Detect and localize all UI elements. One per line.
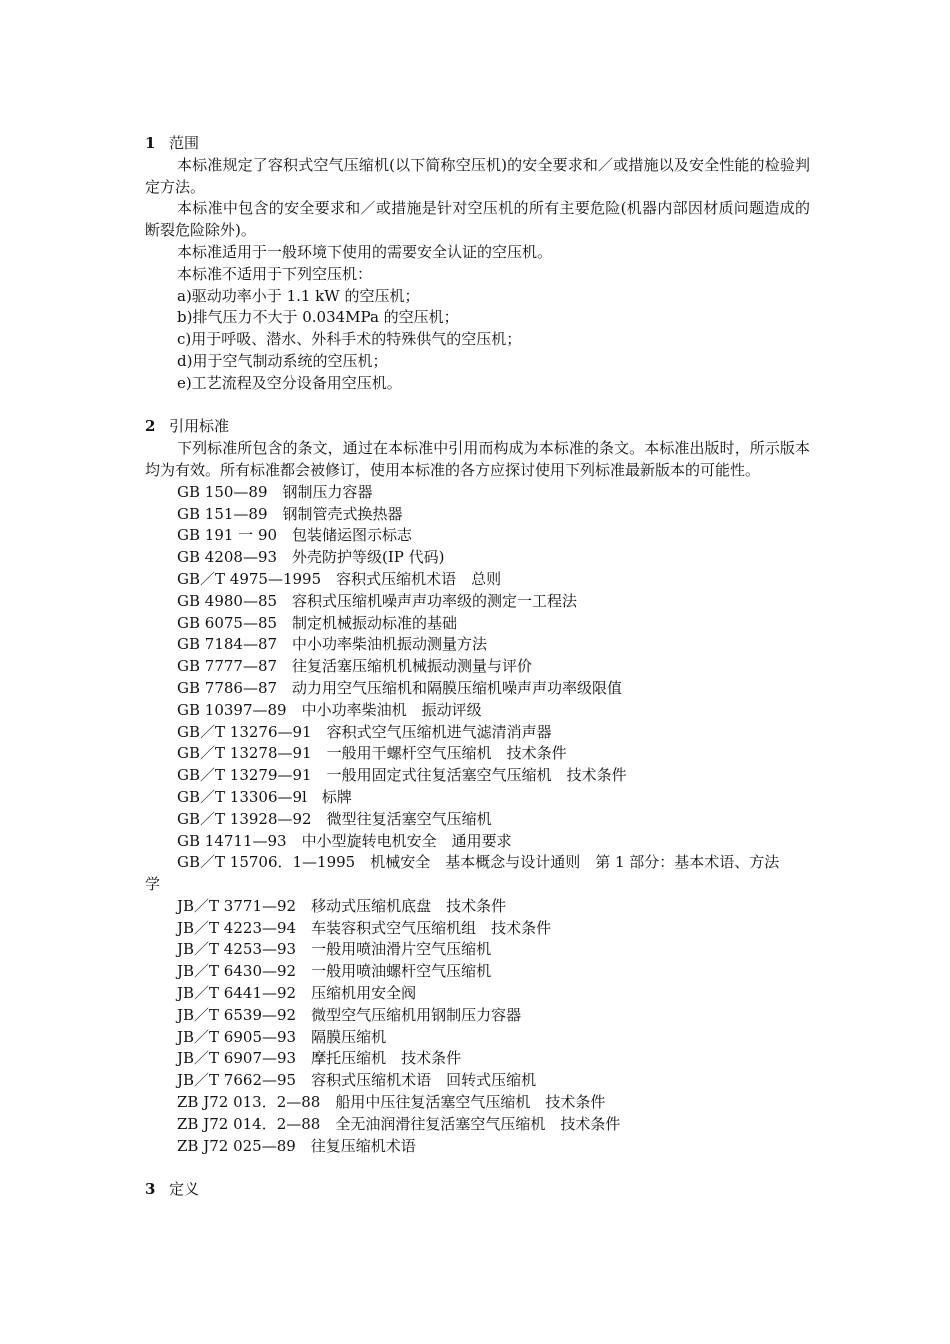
reference-item: ZB J72 014．2—88 全无油润滑往复活塞空气压缩机 技术条件: [177, 1114, 621, 1133]
reference-item: GB 7184—87 中小功率柴油机振动测量方法: [177, 635, 488, 654]
reference-item: GB 150—89 钢制压力容器: [177, 482, 373, 501]
section-3-heading: [145, 1179, 810, 1201]
reference-item: GB 4208—93 外壳防护等级(IP 代码): [177, 548, 445, 567]
paragraph: 本标准不适用于下列空压机：: [177, 264, 373, 283]
section-number: 3: [145, 1180, 156, 1199]
paragraph: 下列标准所包含的条文，通过在本标准中引用而构成为本标准的条文。本标准出版时，所示版本均为有效。所有标准都会被修订，使用本标准的各方应探讨使用下列标准最新版本的可能性。: [145, 439, 810, 479]
reference-item: GB 10397—89 中小功率柴油机 振动评级: [177, 700, 482, 719]
reference-item: GB／T 13306—9l 标牌: [177, 787, 352, 806]
reference-item: JB／T 7662—95 容积式压缩机术语 回转式压缩机: [177, 1071, 537, 1090]
reference-item: GB 7777—87 往复活塞压缩机机械振动测量与评价: [177, 657, 533, 676]
reference-list: [145, 482, 810, 853]
reference-item: GB 7786—87 动力用空气压缩机和隔膜压缩机噪声声功率级限值: [177, 678, 623, 697]
reference-item: GB／T 4975—1995 容积式压缩机术语 总则: [177, 569, 502, 588]
list-item: c)用于呼吸、潜水、外科手术的特殊供气的空压机；: [177, 330, 522, 349]
reference-item: JB／T 4223—94 车装容积式空气压缩机组 技术条件: [177, 918, 552, 937]
reference-item: JB／T 6905—93 隔膜压缩机: [177, 1027, 387, 1046]
reference-item: ZB J72 013．2—88 船用中压往复活塞空气压缩机 技术条件: [177, 1093, 606, 1112]
list-item: d)用于空气制动系统的空压机；: [177, 351, 388, 370]
reference-item: GB／T 13279—91 一般用固定式往复活塞空气压缩机 技术条件: [177, 766, 627, 785]
reference-item: GB 191 一 90 包装储运图示标志: [177, 526, 413, 545]
reference-item: JB／T 6441—92 压缩机用安全阀: [177, 984, 417, 1003]
section-2-heading: [145, 416, 810, 438]
reference-item: JB／T 6907—93 摩托压缩机 技术条件: [177, 1049, 462, 1068]
section-title: 定义: [169, 1180, 200, 1199]
reference-item: GB 14711—93 中小型旋转电机安全 通用要求: [177, 831, 512, 850]
reference-item: GB／T 13276—91 容积式空气压缩机进气滤清消声器: [177, 722, 552, 741]
section-title: 引用标准: [169, 417, 230, 436]
section-number: 1: [145, 134, 156, 152]
reference-item: GB／T 13278—91 一般用干螺杆空气压缩机 技术条件: [177, 744, 567, 763]
reference-list: [145, 896, 810, 1158]
reference-item: GB 151—89 钢制管壳式换热器: [177, 504, 403, 523]
paragraph: 本标准适用于一般环境下使用的需要安全认证的空压机。: [177, 242, 553, 261]
reference-item: GB 4980—85 容积式压缩机噪声声功率级的测定一工程法: [177, 591, 578, 610]
reference-item: JB／T 3771—92 移动式压缩机底盘 技术条件: [177, 896, 507, 915]
reference-item: ZB J72 025—89 往复压缩机术语: [177, 1136, 416, 1155]
paragraph: 本标准规定了容积式空气压缩机(以下简称空压机)的安全要求和／或措施以及安全性能的检验判定方法。: [145, 155, 810, 196]
reference-item: JB／T 6539—92 微型空气压缩机用钢制压力容器: [177, 1005, 522, 1024]
reference-item: GB／T 13928—92 微型往复活塞空气压缩机: [177, 809, 492, 828]
section-number: 2: [145, 417, 156, 436]
section-title: 范围: [169, 134, 200, 152]
reference-item: GB／T 15706．1—1995 机械安全 基本概念与设计通则 第 1 部分：基本术语、方法: [177, 853, 780, 872]
list-item: b)排气压力不大于 0.034MPa 的空压机；: [177, 308, 459, 327]
paragraph: 本标准中包含的安全要求和／或措施是针对空压机的所有主要危险(机器内部因材质问题造成的断裂危险除外)。: [145, 199, 810, 240]
reference-item: JB／T 6430—92 一般用喷油螺杆空气压缩机: [177, 962, 492, 981]
reference-item: JB／T 4253—93 一般用喷油滑片空气压缩机: [177, 940, 492, 959]
reference-item: GB 6075—85 制定机械振动标准的基础: [177, 613, 458, 632]
list-item: a)驱动功率小于 1.1 kW 的空压机；: [177, 286, 420, 305]
list-item: e)工艺流程及空分设备用空压机。: [177, 373, 402, 392]
section-1-heading: [145, 133, 810, 155]
document-page: [145, 133, 810, 1201]
reference-item-continuation: 学: [145, 875, 161, 894]
